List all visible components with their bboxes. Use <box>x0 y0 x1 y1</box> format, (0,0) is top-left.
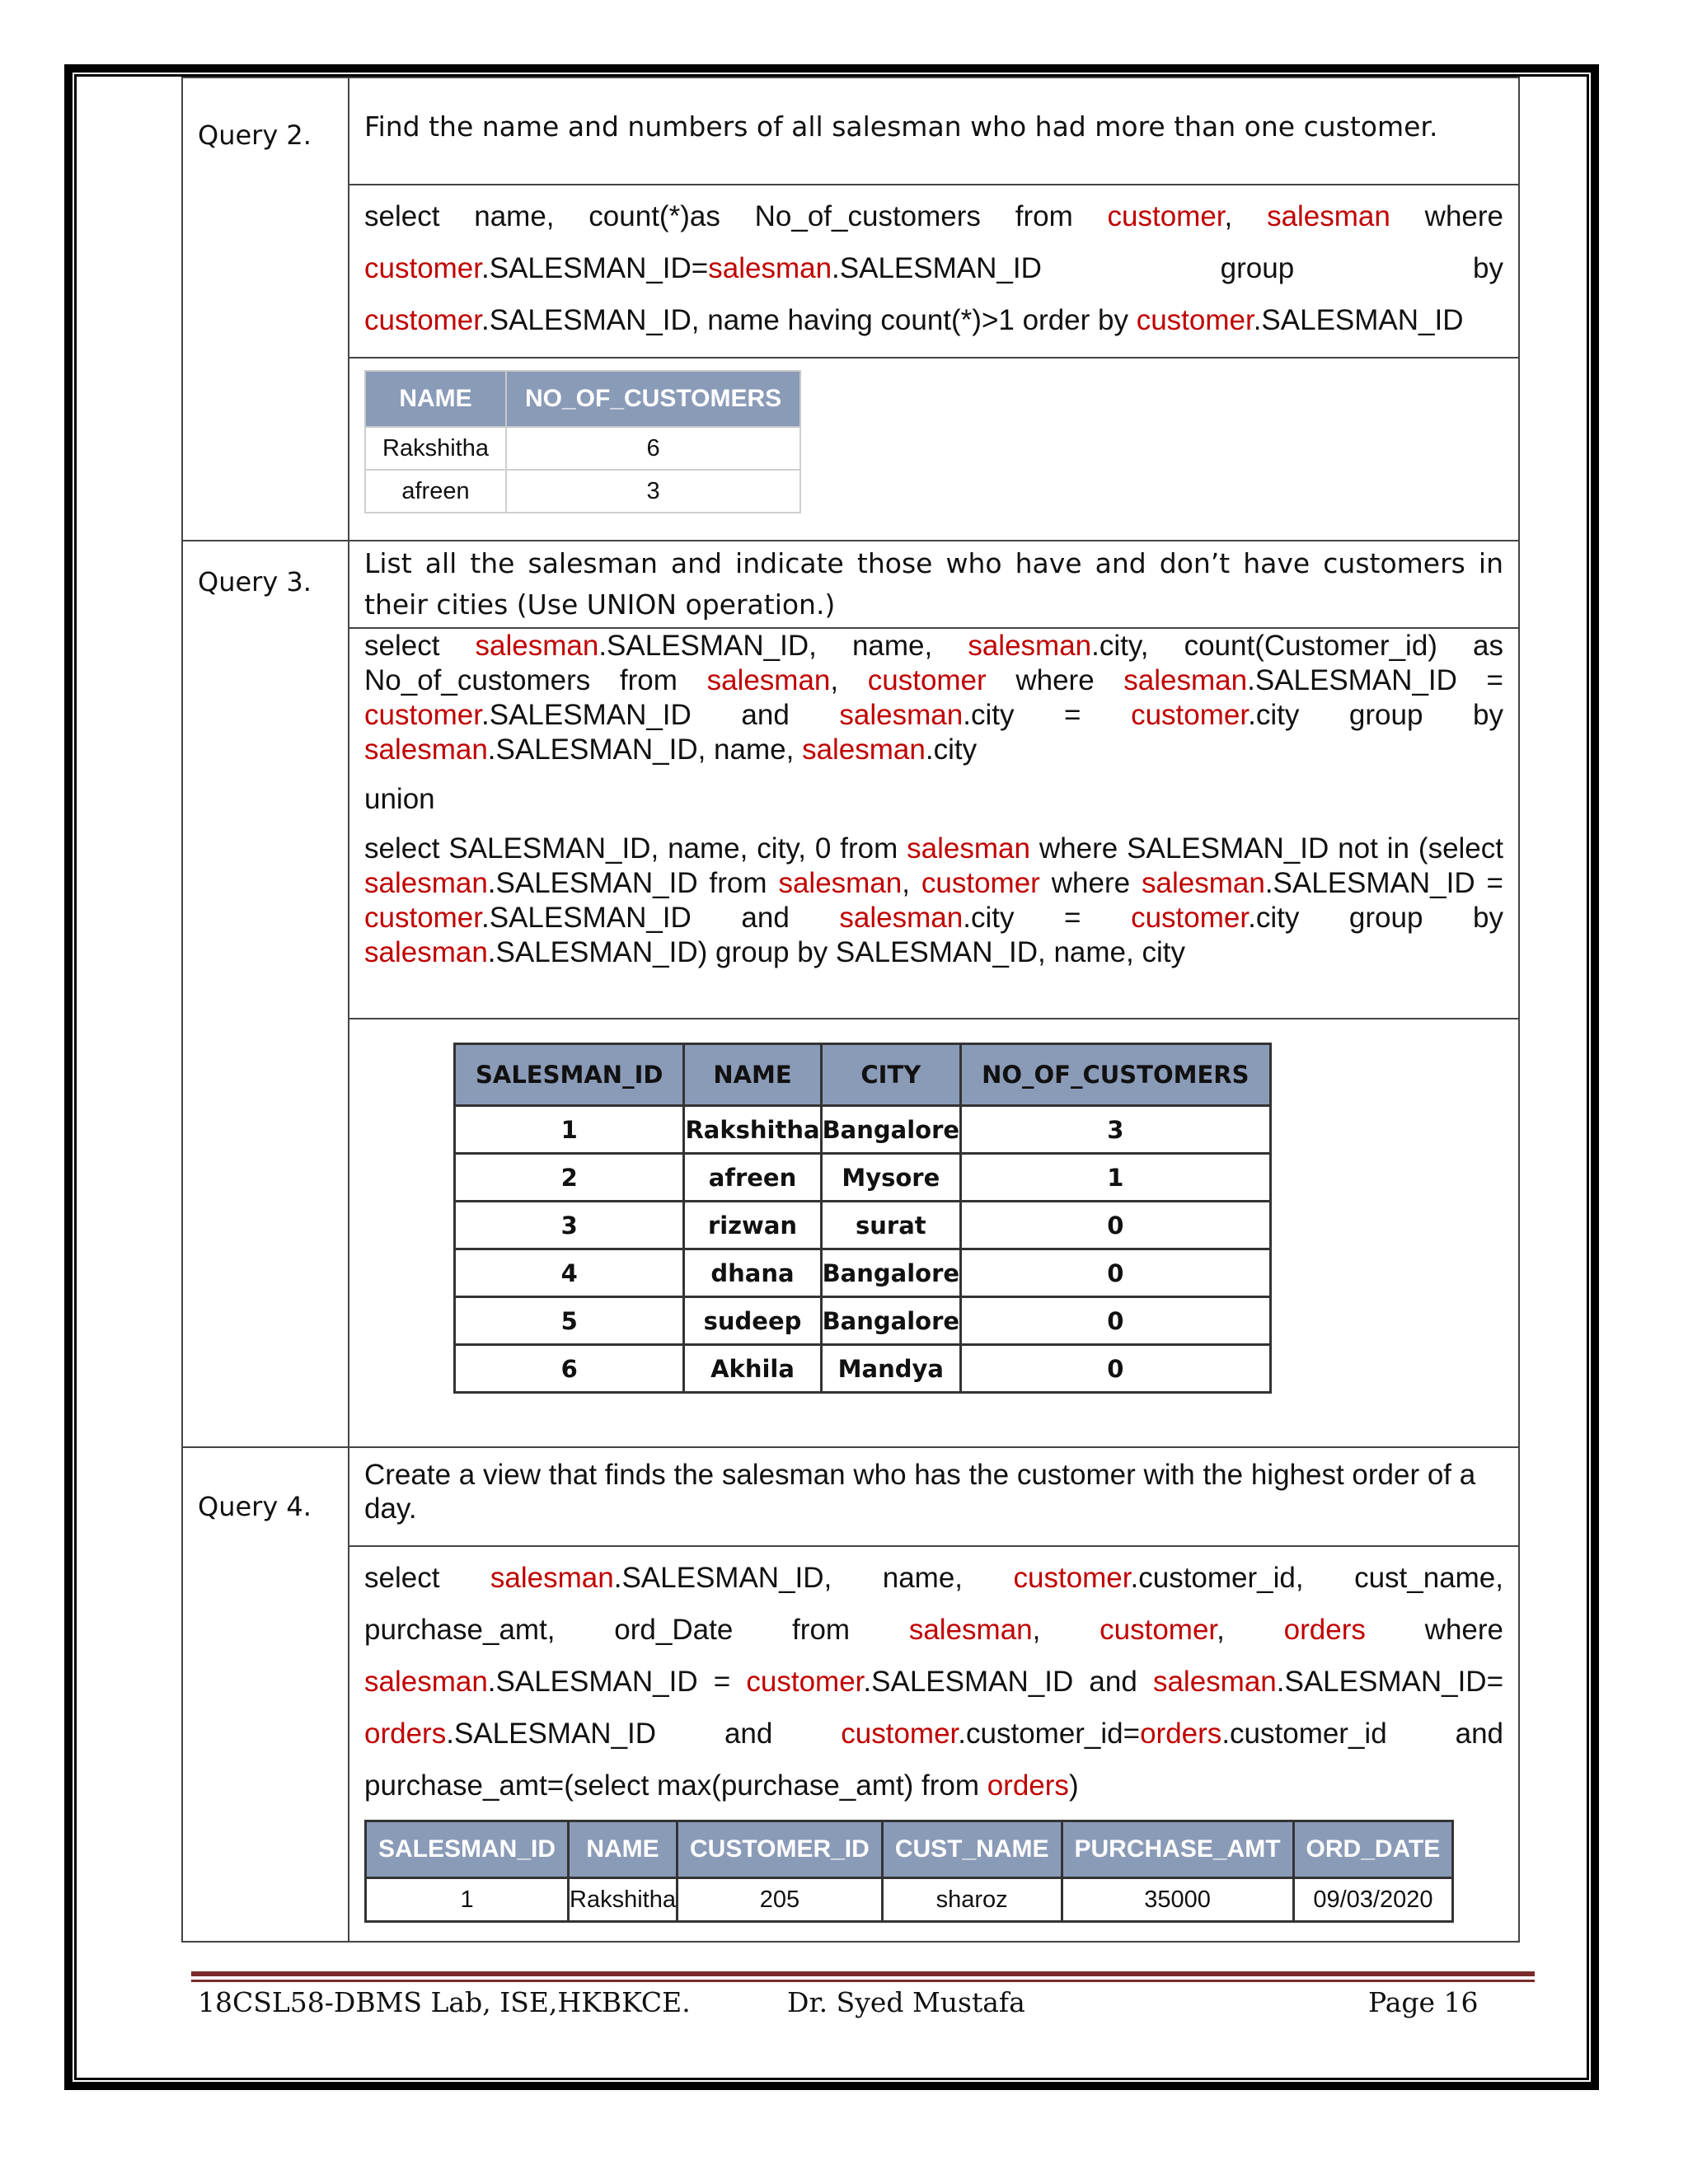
table-header-row <box>366 1821 1453 1878</box>
sql-table-name: salesman <box>364 1666 488 1698</box>
query3-sql-part2 <box>364 832 1503 970</box>
sql-text: .SALESMAN_ID, name having count(*)>1 order by <box>481 304 1137 336</box>
column-header: NO_OF_CUSTOMERS <box>961 1044 1270 1106</box>
sql-table-name: customer <box>364 902 481 934</box>
sql-text: .city, count(Customer_id) as No_of_customers from <box>364 630 1503 696</box>
table-row <box>455 1154 1271 1202</box>
sql-text: .city = <box>963 902 1132 934</box>
footer-rule <box>191 1971 1535 1976</box>
table-row <box>455 1106 1271 1154</box>
sql-text: where <box>986 664 1124 696</box>
sql-text: .SALESMAN_ID <box>1253 304 1464 336</box>
footer-course: 18CSL58-DBMS Lab, ISE,HKBKCE. <box>198 1986 691 2018</box>
sql-table-name: salesman <box>1152 1666 1277 1698</box>
query4-description: Create a view that finds the salesman who has the customer with the highest order of a day. <box>364 1459 1476 1525</box>
query2-sql-row <box>182 185 1519 358</box>
table-cell: 6 <box>455 1345 684 1393</box>
table-cell: Mandya <box>821 1345 960 1393</box>
sql-text: , <box>1224 200 1268 232</box>
sql-text: , <box>1217 1614 1284 1646</box>
sql-table-name: customer <box>1100 1614 1217 1646</box>
table-cell: 4 <box>455 1249 684 1297</box>
sql-table-name: customer <box>1131 902 1249 934</box>
sql-table-name: orders <box>987 1769 1069 1802</box>
table-cell: 3 <box>961 1106 1270 1154</box>
table-cell: 1 <box>366 1878 569 1922</box>
sql-table-name: customer <box>364 699 481 731</box>
table-cell: Mysore <box>821 1154 960 1202</box>
table-row <box>455 1345 1271 1393</box>
sql-text: .customer_id, cust_name, purchase_amt, ord_Date from <box>364 1562 1503 1646</box>
table-cell: afreen <box>365 470 506 513</box>
sql-table-name: orders <box>1283 1614 1366 1646</box>
query4-result-table <box>364 1820 1454 1923</box>
sql-table-name: customer <box>841 1718 959 1750</box>
sql-text: , <box>902 867 921 899</box>
table-cell: sharoz <box>882 1878 1062 1922</box>
sql-text: select name, count(*)as No_of_customers from <box>364 200 1108 232</box>
sql-table-name: customer <box>1136 304 1254 336</box>
query2-result-table <box>364 370 801 513</box>
table-cell: dhana <box>684 1249 821 1297</box>
query2-description: Find the name and numbers of all salesman who had more than one customer. <box>364 110 1438 143</box>
table-cell: sudeep <box>684 1297 821 1345</box>
table-row <box>455 1249 1271 1297</box>
query3-sql-row <box>182 628 1519 1019</box>
sql-text: .city <box>925 733 978 766</box>
sql-table-name: salesman <box>364 733 488 766</box>
sql-text: select <box>364 1562 490 1594</box>
sql-text: .SALESMAN_ID= <box>1276 1666 1504 1698</box>
sql-table-name: customer <box>1013 1562 1131 1594</box>
sql-table-name: salesman <box>839 902 964 934</box>
sql-table-name: customer <box>746 1666 864 1698</box>
sql-text: .customer_id and purchase_amt=(select max(purchase_amt) from <box>364 1718 1503 1802</box>
column-header: NAME <box>684 1044 821 1106</box>
table-cell: 0 <box>961 1249 1270 1297</box>
column-header: SALESMAN_ID <box>455 1044 684 1106</box>
sql-table-name: orders <box>1140 1718 1222 1750</box>
sql-table-name: salesman <box>968 630 1092 662</box>
column-header: ORD_DATE <box>1293 1821 1453 1878</box>
sql-text: .SALESMAN_ID, name, <box>487 733 803 766</box>
column-header: SALESMAN_ID <box>366 1821 569 1878</box>
sql-table-name: customer <box>921 867 1040 899</box>
sql-text: .customer_id= <box>958 1718 1141 1750</box>
sql-text: where <box>1039 867 1142 899</box>
table-row <box>455 1297 1271 1345</box>
query3-description: List all the salesman and indicate those who have and don’t have customers in their cities (Use UNION operation.) <box>364 547 1503 621</box>
sql-table-name: salesman <box>839 699 964 731</box>
table-cell: Bangalore <box>821 1106 960 1154</box>
sql-table-name: customer <box>1131 699 1249 731</box>
footer-author: Dr. Syed Mustafa <box>787 1986 1025 2018</box>
column-header: CITY <box>821 1044 960 1106</box>
sql-table-name: salesman <box>490 1562 614 1594</box>
query2-label: Query 2. <box>182 77 349 541</box>
sql-text: select SALESMAN_ID, name, city, 0 from <box>364 832 907 865</box>
sql-text: .city group by <box>1248 699 1504 731</box>
table-cell: 3 <box>455 1202 684 1249</box>
sql-table-name: salesman <box>1123 664 1248 696</box>
sql-text: .SALESMAN_ID, name, <box>613 1562 1014 1594</box>
table-cell: Bangalore <box>821 1297 960 1345</box>
table-cell: 0 <box>961 1345 1270 1393</box>
table-cell: 35000 <box>1062 1878 1293 1922</box>
sql-table-name: salesman <box>907 832 1030 865</box>
sql-text: .SALESMAN_ID and <box>446 1718 842 1750</box>
table-cell: Akhila <box>684 1345 821 1393</box>
sql-table-name: salesman <box>708 252 832 284</box>
sql-text: .SALESMAN_ID from <box>487 867 779 899</box>
sql-text: ) <box>1068 1769 1079 1802</box>
table-cell: 0 <box>961 1202 1270 1249</box>
table-row <box>365 470 800 513</box>
table-cell: rizwan <box>684 1202 821 1249</box>
sql-text: , <box>1032 1614 1100 1646</box>
column-header: CUST_NAME <box>882 1821 1062 1878</box>
table-cell: Bangalore <box>821 1249 960 1297</box>
sql-text: where <box>1390 200 1503 232</box>
query3-desc-row <box>182 541 1519 628</box>
footer-rule-thin <box>191 1980 1535 1982</box>
sql-text: .SALESMAN_ID group by <box>832 252 1503 284</box>
sql-table-name: customer <box>1107 200 1225 232</box>
sql-text: .SALESMAN_ID = <box>487 1666 747 1698</box>
column-header: PURCHASE_AMT <box>1062 1821 1293 1878</box>
table-cell: 1 <box>961 1154 1270 1202</box>
sql-table-name: salesman <box>475 630 599 662</box>
footer-page-number: Page 16 <box>1368 1986 1479 2018</box>
sql-text: .SALESMAN_ID and <box>481 902 840 934</box>
table-cell: 0 <box>961 1297 1270 1345</box>
table-cell: afreen <box>684 1154 821 1202</box>
table-cell: Rakshitha <box>684 1106 821 1154</box>
query2-sql <box>349 185 1518 357</box>
sql-table-name: customer <box>364 252 481 284</box>
column-header: NAME <box>365 371 506 427</box>
query2-desc-row <box>182 77 1519 185</box>
query4-label: Query 4. <box>182 1447 349 1942</box>
query3-union-keyword: union <box>364 783 435 815</box>
sql-table-name: salesman <box>802 733 926 766</box>
table-cell: 2 <box>455 1154 684 1202</box>
sql-text: .city = <box>963 699 1132 731</box>
query-sheet <box>181 77 1520 1913</box>
table-header-row <box>455 1044 1271 1106</box>
query2-result-row <box>182 358 1519 541</box>
sql-text: .SALESMAN_ID= <box>481 252 709 284</box>
sql-text: .SALESMAN_ID) group by SALESMAN_ID, name, city <box>487 936 1185 968</box>
table-row <box>366 1878 1453 1922</box>
sql-table-name: salesman <box>364 867 488 899</box>
table-cell: 09/03/2020 <box>1293 1878 1453 1922</box>
table-row <box>365 427 800 470</box>
sql-text: .SALESMAN_ID, name, <box>598 630 968 662</box>
table-cell: surat <box>821 1202 960 1249</box>
sql-table-name: salesman <box>778 867 903 899</box>
query3-label: Query 3. <box>182 541 349 1447</box>
query-table <box>181 77 1520 1943</box>
sql-table-name: salesman <box>1267 200 1390 232</box>
table-header-row <box>365 371 800 427</box>
table-cell: Rakshitha <box>569 1878 678 1922</box>
table-cell: Rakshitha <box>365 427 506 470</box>
sql-table-name: salesman <box>364 936 488 968</box>
table-cell: 3 <box>506 470 800 513</box>
table-cell: 1 <box>455 1106 684 1154</box>
query4-desc-row <box>182 1447 1519 1546</box>
query3-result-row <box>182 1019 1519 1447</box>
column-header: CUSTOMER_ID <box>678 1821 883 1878</box>
sql-text: .SALESMAN_ID = <box>1264 867 1503 899</box>
sql-table-name: salesman <box>908 1614 1033 1646</box>
sql-table-name: orders <box>364 1718 447 1750</box>
table-cell: 6 <box>506 427 800 470</box>
sql-table-name: salesman <box>1142 867 1265 899</box>
column-header: NO_OF_CUSTOMERS <box>506 371 800 427</box>
table-cell: 205 <box>678 1878 883 1922</box>
sql-text: .SALESMAN_ID = <box>1247 664 1503 696</box>
sql-text: .SALESMAN_ID and <box>863 1666 1153 1698</box>
sql-text: , <box>830 664 868 696</box>
sql-text: .city group by <box>1248 902 1504 934</box>
query3-sql-part1 <box>364 629 1503 767</box>
query4-sql <box>364 1552 1518 1811</box>
table-cell: 5 <box>455 1297 684 1345</box>
query3-result-table <box>453 1043 1272 1394</box>
sql-text: .SALESMAN_ID and <box>481 699 840 731</box>
sql-table-name: salesman <box>706 664 831 696</box>
query4-sql-row <box>182 1546 1519 1942</box>
sql-table-name: customer <box>364 304 481 336</box>
sql-text: select <box>364 630 476 662</box>
column-header: NAME <box>569 1821 678 1878</box>
sql-text: where SALESMAN_ID not in (select <box>1029 832 1503 865</box>
table-row <box>455 1202 1271 1249</box>
sql-table-name: customer <box>867 664 987 696</box>
sql-text: where <box>1365 1614 1503 1646</box>
